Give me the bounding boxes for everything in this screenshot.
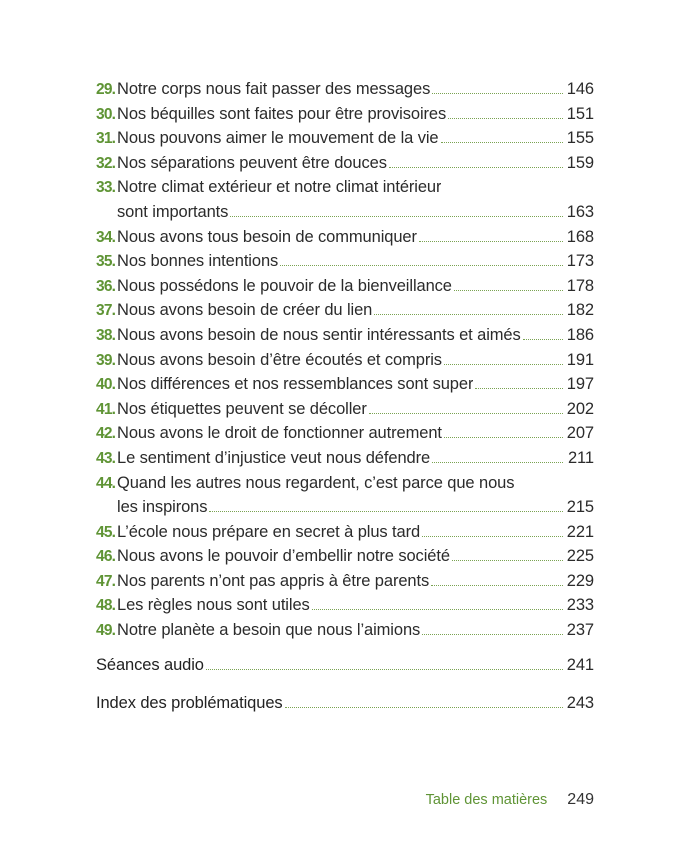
- toc-entry-page: 215: [566, 498, 594, 517]
- page-footer: [426, 791, 594, 809]
- toc-entry-number: 33.: [96, 179, 116, 197]
- toc-entry-title: Notre climat extérieur et notre climat intérieur: [117, 178, 442, 197]
- spacer: [96, 680, 594, 694]
- dot-leader: [312, 608, 563, 610]
- toc-entry: [96, 449, 594, 474]
- dot-leader: [422, 535, 563, 537]
- toc-entry-number: 38.: [96, 326, 116, 344]
- toc-entry: [96, 301, 594, 326]
- toc-entry-title: L’école nous prépare en secret à plus tard: [117, 522, 421, 541]
- toc-entry-number: 29.: [96, 81, 116, 98]
- toc-entry-page: 229: [566, 571, 594, 590]
- toc-entry-page: 163: [566, 202, 594, 221]
- toc-entry-page: 207: [566, 424, 594, 443]
- dot-leader: [206, 668, 563, 670]
- toc-entry-number: 39.: [96, 351, 116, 369]
- toc-entry-page: 233: [566, 596, 594, 615]
- dot-leader: [369, 412, 563, 414]
- toc-entry-title: Notre corps nous fait passer des messages: [117, 80, 431, 98]
- toc-entry-title: Nous pouvons aimer le mouvement de la vie: [117, 129, 439, 148]
- dot-leader: [432, 92, 563, 94]
- toc-entry-number: 44.: [96, 474, 116, 492]
- dot-leader: [475, 387, 563, 389]
- toc-extra-title: Index des problématiques: [96, 694, 283, 713]
- toc-entry: [96, 474, 594, 499]
- toc-entry-number: 41.: [96, 400, 116, 418]
- toc-entry: [96, 80, 594, 105]
- toc-entry: [96, 351, 594, 376]
- dot-leader: [441, 141, 564, 143]
- dot-leader: [374, 313, 563, 315]
- spacer: [96, 646, 594, 656]
- toc-entry-page: 182: [566, 301, 594, 320]
- table-of-contents: [96, 80, 594, 719]
- toc-extra-title: Séances audio: [96, 655, 204, 674]
- toc-entry-title: sont importants: [117, 202, 229, 221]
- toc-entry: [96, 523, 594, 548]
- toc-entry-page: 225: [566, 547, 594, 566]
- toc-entry-number: 35.: [96, 253, 116, 271]
- toc-entry-title: Nous avons le pouvoir d’embellir notre société: [117, 547, 450, 566]
- toc-extra-entry: [96, 694, 594, 719]
- dot-leader: [285, 706, 563, 708]
- toc-entry-page: 211: [567, 448, 594, 467]
- toc-entry-title: Nous possédons le pouvoir de la bienveillance: [117, 276, 452, 295]
- toc-entry-number: 43.: [96, 449, 116, 467]
- footer-page-number: 249: [567, 791, 594, 808]
- dot-leader: [444, 363, 563, 365]
- toc-entry: [96, 424, 594, 449]
- toc-entry-title: Nos parents n’ont pas appris à être parents: [117, 571, 430, 590]
- dot-leader: [389, 166, 563, 168]
- toc-entry-title: Nous avons tous besoin de communiquer: [117, 227, 417, 246]
- toc-entry-number: 37.: [96, 302, 116, 320]
- toc-extra-page: 241: [566, 655, 594, 674]
- dot-leader: [209, 510, 563, 512]
- toc-entry-title: Nos différences et nos ressemblances sont super: [117, 375, 474, 394]
- toc-entry-number: 34.: [96, 228, 116, 246]
- dot-leader: [523, 338, 563, 340]
- toc-entry-page: 155: [566, 129, 594, 148]
- dot-leader: [432, 461, 563, 463]
- toc-extra-entry: [96, 656, 594, 681]
- toc-entry: [96, 105, 594, 130]
- toc-entry-page: 146: [566, 80, 594, 98]
- toc-entry-page: 202: [566, 399, 594, 418]
- toc-entry-title: Nos étiquettes peuvent se décoller: [117, 399, 367, 418]
- toc-entry-title: Nos séparations peuvent être douces: [117, 153, 387, 172]
- toc-entry-number: 42.: [96, 425, 116, 443]
- toc-entry-title: Les règles nous sont utiles: [117, 596, 310, 615]
- toc-extra-page: 243: [566, 694, 594, 713]
- toc-entry-page: 186: [566, 325, 594, 344]
- dot-leader: [419, 240, 563, 242]
- toc-entry: [96, 228, 594, 253]
- toc-entry-title: Nos bonnes intentions: [117, 252, 279, 271]
- toc-entry-page: 168: [566, 227, 594, 246]
- toc-entry-number: 46.: [96, 548, 116, 566]
- dot-leader: [448, 117, 563, 119]
- dot-leader: [431, 584, 563, 586]
- dot-leader: [280, 264, 563, 266]
- toc-entry-title: Notre planète a besoin que nous l’aimions: [117, 621, 421, 640]
- toc-entry-page: 197: [566, 375, 594, 394]
- toc-entry-title: Nous avons besoin d’être écoutés et compris: [117, 350, 442, 369]
- toc-entry-number: 36.: [96, 277, 116, 295]
- toc-entry-title: les inspirons: [117, 498, 208, 517]
- toc-entry-page: 191: [566, 350, 594, 369]
- toc-entry: [96, 596, 594, 621]
- toc-entry-title: Nos béquilles sont faites pour être provisoires: [117, 104, 447, 123]
- toc-entry: [96, 129, 594, 154]
- toc-entry: [96, 498, 594, 523]
- toc-entry-number: 40.: [96, 376, 116, 394]
- toc-entry-number: 31.: [96, 130, 116, 148]
- toc-entry: [96, 375, 594, 400]
- dot-leader: [452, 559, 563, 561]
- toc-entry: [96, 277, 594, 302]
- toc-entry: [96, 326, 594, 351]
- toc-entry-number: 47.: [96, 572, 116, 590]
- toc-entry-title: Nous avons besoin de créer du lien: [117, 301, 373, 320]
- toc-entry: [96, 400, 594, 425]
- toc-entry-title: Nous avons le droit de fonctionner autrement: [117, 424, 442, 443]
- toc-entry-title: Quand les autres nous regardent, c’est parce que nous: [117, 473, 515, 492]
- toc-entry-number: 32.: [96, 154, 116, 172]
- toc-entry: [96, 547, 594, 572]
- toc-entry-page: 173: [566, 252, 594, 271]
- toc-entry-number: 30.: [96, 105, 116, 123]
- toc-entry-page: 237: [566, 621, 594, 640]
- toc-entry-page: 151: [566, 104, 594, 123]
- toc-entry-number: 48.: [96, 597, 116, 615]
- toc-entry: [96, 203, 594, 228]
- toc-entry: [96, 178, 594, 203]
- toc-entry-page: 178: [566, 276, 594, 295]
- toc-entry-title: Le sentiment d’injustice veut nous défendre: [117, 448, 431, 467]
- dot-leader: [444, 436, 563, 438]
- toc-entry: [96, 154, 594, 179]
- toc-entry-page: 221: [566, 522, 594, 541]
- toc-entry-title: Nous avons besoin de nous sentir intéressants et aimés: [117, 325, 521, 344]
- dot-leader: [230, 215, 563, 217]
- toc-entry-number: 49.: [96, 622, 116, 640]
- dot-leader: [422, 633, 563, 635]
- toc-entry-number: 45.: [96, 523, 116, 541]
- dot-leader: [454, 289, 563, 291]
- toc-entry: [96, 572, 594, 597]
- toc-entry-page: 159: [566, 153, 594, 172]
- toc-entry: [96, 252, 594, 277]
- toc-entry: [96, 621, 594, 646]
- footer-section-label: Table des matières: [425, 792, 548, 808]
